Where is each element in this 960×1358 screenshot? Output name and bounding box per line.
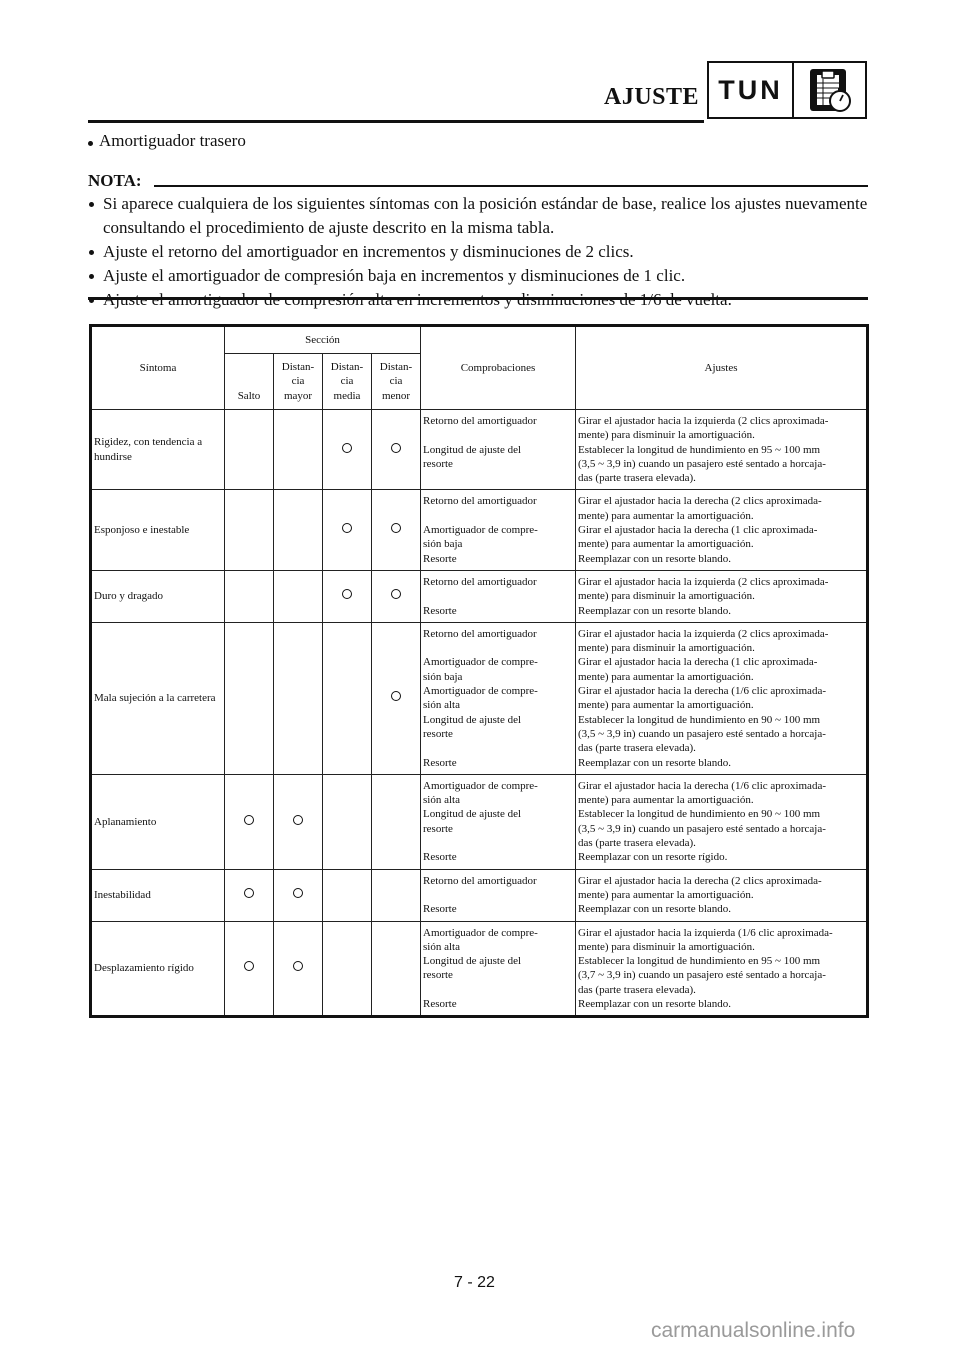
section-mark-cell xyxy=(323,869,372,921)
nota-item: Ajuste el retorno del amortiguador en incrementos y disminuciones de 2 clics. xyxy=(88,240,870,264)
check-item: Resorte xyxy=(423,903,457,916)
bullet-icon xyxy=(89,250,94,255)
bullet-icon xyxy=(89,274,94,279)
clipboard-stopwatch-icon xyxy=(794,63,865,117)
chapter-code: TUN xyxy=(709,63,794,117)
section-mark-cell xyxy=(274,622,323,774)
adjustment-line: Girar el ajustador hacia la derecha (1 clic aproximada- xyxy=(578,656,818,669)
adjustment-line: mente) para aumentar la amortiguación. xyxy=(578,888,754,901)
header-section: Sección xyxy=(225,326,421,354)
check-item: Resorte xyxy=(423,604,457,617)
section-mark-cell xyxy=(225,921,274,1017)
header-symptom: Síntoma xyxy=(91,326,225,410)
adjustment-line: Girar el ajustador hacia la derecha (2 clics aproximada- xyxy=(578,495,822,508)
adjustment-line: das (parte trasera elevada). xyxy=(578,983,696,996)
adjustment-line: Reemplazar con un resorte rígido. xyxy=(578,851,728,864)
adjustment-line: (3,7 ~ 3,9 in) cuando un pasajero esté sentado a horcaja- xyxy=(578,969,826,982)
adjustment-line: Establecer la longitud de hundimiento en 90 ~ 100 mm xyxy=(578,808,821,821)
adjustments-cell xyxy=(576,410,868,490)
check-item: Resorte xyxy=(423,997,457,1010)
section-mark-cell xyxy=(372,490,421,570)
adjustment-line: Girar el ajustador hacia la izquierda (2 clics aproximada- xyxy=(578,627,829,640)
checks-cell xyxy=(421,869,576,921)
adjustment-line: mente) para disminuir la amortiguación. xyxy=(578,642,755,655)
check-item: resorte xyxy=(423,727,453,740)
check-item: Longitud de ajuste del xyxy=(423,808,522,821)
check-item: Retorno del amortiguador xyxy=(423,495,537,508)
section-mark-cell xyxy=(323,921,372,1017)
circle-mark-icon xyxy=(244,961,254,971)
adjustment-line: Girar el ajustador hacia la izquierda (2 clics aproximada- xyxy=(578,415,829,427)
circle-mark-icon xyxy=(391,691,401,701)
checks-cell xyxy=(421,490,576,570)
adjustment-line: mente) para aumentar la amortiguación. xyxy=(578,794,754,807)
symptom-cell: Mala sujeción a la carretera xyxy=(91,622,225,774)
section-mark-cell xyxy=(372,410,421,490)
adjustment-line: Girar el ajustador hacia la derecha (1/6 clic aproximada- xyxy=(578,779,826,792)
watermark: carmanualsonline.info xyxy=(651,1319,856,1342)
circle-mark-icon xyxy=(391,443,401,453)
symptom-cell: Duro y dragado xyxy=(91,570,225,622)
adjustment-line: das (parte trasera elevada). xyxy=(578,472,696,485)
spacer xyxy=(423,741,573,755)
adjustment-line: (3,5 ~ 3,9 in) cuando un pasajero esté sentado a horcaja- xyxy=(578,457,826,470)
circle-mark-icon xyxy=(244,815,254,825)
adjustment-line: (3,5 ~ 3,9 in) cuando un pasajero esté sentado a horcaja- xyxy=(578,727,826,740)
table-row xyxy=(91,410,868,490)
spacer xyxy=(423,589,573,603)
checks-cell xyxy=(421,921,576,1017)
check-item: sión alta xyxy=(423,940,460,953)
adjustment-line: mente) para aumentar la amortiguación. xyxy=(578,670,754,683)
section-mark-cell xyxy=(274,570,323,622)
adjustments-cell xyxy=(576,869,868,921)
table-row xyxy=(91,869,868,921)
header-distancia-menor: Distan- cia menor xyxy=(372,354,421,410)
check-item: Amortiguador de compre- xyxy=(423,685,538,698)
section-mark-cell xyxy=(274,774,323,869)
check-item: Resorte xyxy=(423,552,457,565)
adjustment-line: (3,5 ~ 3,9 in) cuando un pasajero esté sentado a horcaja- xyxy=(578,822,826,835)
nota-end-rule xyxy=(88,297,868,300)
section-mark-cell xyxy=(323,490,372,570)
adjustment-line: mente) para disminuir la amortiguación. xyxy=(578,940,755,953)
symptom-cell: Aplanamiento xyxy=(91,774,225,869)
section-title: AJUSTE xyxy=(604,84,700,110)
section-mark-cell xyxy=(225,622,274,774)
table-row xyxy=(91,490,868,570)
adjustment-line: das (parte trasera elevada). xyxy=(578,742,696,755)
adjustment-line: das (parte trasera elevada). xyxy=(578,837,696,850)
spacer xyxy=(423,888,573,902)
section-bullet: Amortiguador trasero xyxy=(88,131,246,151)
adjustment-line: Reemplazar con un resorte blando. xyxy=(578,552,732,565)
check-item: resorte xyxy=(423,457,453,470)
adjustment-line: Reemplazar con un resorte blando. xyxy=(578,903,732,916)
section-mark-cell xyxy=(225,490,274,570)
section-mark-cell xyxy=(274,490,323,570)
spacer xyxy=(423,983,573,997)
section-mark-cell xyxy=(274,869,323,921)
adjustment-line: Establecer la longitud de hundimiento en 95 ~ 100 mm xyxy=(578,443,821,456)
section-mark-cell xyxy=(323,410,372,490)
adjustment-line: mente) para aumentar la amortiguación. xyxy=(578,509,754,522)
adjustment-line: Girar el ajustador hacia la izquierda (1/6 clic aproximada- xyxy=(578,926,833,939)
page-number: 7 - 22 xyxy=(454,1274,495,1291)
circle-mark-icon xyxy=(293,815,303,825)
check-item: sión alta xyxy=(423,794,460,807)
title-underline xyxy=(88,120,704,123)
spacer xyxy=(423,836,573,850)
header-adjustments: Ajustes xyxy=(576,326,868,410)
check-item: Retorno del amortiguador xyxy=(423,415,537,427)
circle-mark-icon xyxy=(342,589,352,599)
bullet-icon xyxy=(88,141,93,146)
check-item: Longitud de ajuste del xyxy=(423,955,522,968)
section-mark-cell xyxy=(372,869,421,921)
section-mark-cell xyxy=(225,570,274,622)
section-mark-cell xyxy=(323,774,372,869)
section-mark-cell xyxy=(372,622,421,774)
check-item: Longitud de ajuste del xyxy=(423,443,522,456)
nota-item: Ajuste el amortiguador de compresión baja en incrementos y disminuciones de 1 clic. xyxy=(88,264,870,288)
circle-mark-icon xyxy=(293,961,303,971)
adjustment-line: Girar el ajustador hacia la derecha (1/6 clic aproximada- xyxy=(578,685,826,698)
check-item: Amortiguador de compre- xyxy=(423,524,538,537)
adjustment-line: Establecer la longitud de hundimiento en 95 ~ 100 mm xyxy=(578,955,821,968)
adjustment-line: Girar el ajustador hacia la derecha (2 clics aproximada- xyxy=(578,874,822,887)
checks-cell xyxy=(421,774,576,869)
section-mark-cell xyxy=(225,869,274,921)
check-item: Retorno del amortiguador xyxy=(423,575,537,588)
section-mark-cell xyxy=(323,570,372,622)
adjustment-line: mente) para aumentar la amortiguación. xyxy=(578,699,754,712)
check-item: Longitud de ajuste del xyxy=(423,713,522,726)
check-item: sión baja xyxy=(423,538,463,551)
checks-cell xyxy=(421,570,576,622)
symptom-cell: Inestabilidad xyxy=(91,869,225,921)
adjustment-line: Girar el ajustador hacia la derecha (1 clic aproximada- xyxy=(578,524,818,537)
chapter-badge xyxy=(707,61,867,119)
checks-cell xyxy=(421,622,576,774)
check-item: Retorno del amortiguador xyxy=(423,874,537,887)
check-item: resorte xyxy=(423,822,453,835)
adjustment-line: mente) para disminuir la amortiguación. xyxy=(578,429,755,442)
check-item: Amortiguador de compre- xyxy=(423,926,538,939)
check-item: Amortiguador de compre- xyxy=(423,656,538,669)
header-salto: Salto xyxy=(225,354,274,410)
adjustments-cell xyxy=(576,490,868,570)
circle-mark-icon xyxy=(293,888,303,898)
adjustments-cell xyxy=(576,921,868,1017)
bullet-icon xyxy=(89,202,94,207)
section-mark-cell xyxy=(372,570,421,622)
spacer xyxy=(423,509,573,523)
nota-item xyxy=(88,288,870,312)
adjustment-line: Reemplazar con un resorte blando. xyxy=(578,756,732,769)
check-item: resorte xyxy=(423,969,453,982)
adjustment-line: Reemplazar con un resorte blando. xyxy=(578,997,732,1010)
header-distancia-mayor: Distan- cia mayor xyxy=(274,354,323,410)
table-row xyxy=(91,774,868,869)
section-mark-cell xyxy=(372,774,421,869)
nota-item: Si aparece cualquiera de los siguientes síntomas con la posición estándar de base, realice los ajustes nuevamente consultando el procedimiento de ajuste descrito en la misma tabla. xyxy=(88,192,870,240)
header-distancia-media: Distan- cia media xyxy=(323,354,372,410)
section-mark-cell xyxy=(225,410,274,490)
circle-mark-icon xyxy=(391,523,401,533)
adjustments-cell xyxy=(576,774,868,869)
section-mark-cell xyxy=(225,774,274,869)
spacer xyxy=(423,428,573,442)
section-mark-cell xyxy=(274,921,323,1017)
symptom-cell: Rigidez, con tendencia a hundirse xyxy=(91,410,225,490)
check-item: Retorno del amortiguador xyxy=(423,627,537,640)
circle-mark-icon xyxy=(342,443,352,453)
table-body xyxy=(91,410,868,1017)
section-mark-cell xyxy=(274,410,323,490)
table-row xyxy=(91,570,868,622)
nota-rule xyxy=(154,185,868,187)
check-item: sión baja xyxy=(423,670,463,683)
adjustments-cell xyxy=(576,622,868,774)
spacer xyxy=(423,641,573,655)
section-mark-cell xyxy=(372,921,421,1017)
symptom-table xyxy=(89,324,869,1018)
checks-cell xyxy=(421,410,576,490)
circle-mark-icon xyxy=(391,589,401,599)
adjustment-line: Reemplazar con un resorte blando. xyxy=(578,604,732,617)
nota-label: NOTA: xyxy=(88,171,142,190)
adjustment-line: Establecer la longitud de hundimiento en 90 ~ 100 mm xyxy=(578,713,821,726)
adjustment-line: Girar el ajustador hacia la izquierda (2 clics aproximada- xyxy=(578,575,829,588)
header-checks: Comprobaciones xyxy=(421,326,576,410)
symptom-cell: Desplazamiento rígido xyxy=(91,921,225,1017)
table-row xyxy=(91,622,868,774)
check-item: Resorte xyxy=(423,851,457,864)
circle-mark-icon xyxy=(342,523,352,533)
section-mark-cell xyxy=(323,622,372,774)
table-row xyxy=(91,921,868,1017)
check-item: sión alta xyxy=(423,699,460,712)
nota-list xyxy=(88,192,870,312)
circle-mark-icon xyxy=(244,888,254,898)
check-item: Amortiguador de compre- xyxy=(423,779,538,792)
adjustment-line: mente) para aumentar la amortiguación. xyxy=(578,538,754,551)
adjustments-cell xyxy=(576,570,868,622)
symptom-cell: Esponjoso e inestable xyxy=(91,490,225,570)
check-item: Resorte xyxy=(423,756,457,769)
adjustment-line: mente) para disminuir la amortiguación. xyxy=(578,590,755,603)
